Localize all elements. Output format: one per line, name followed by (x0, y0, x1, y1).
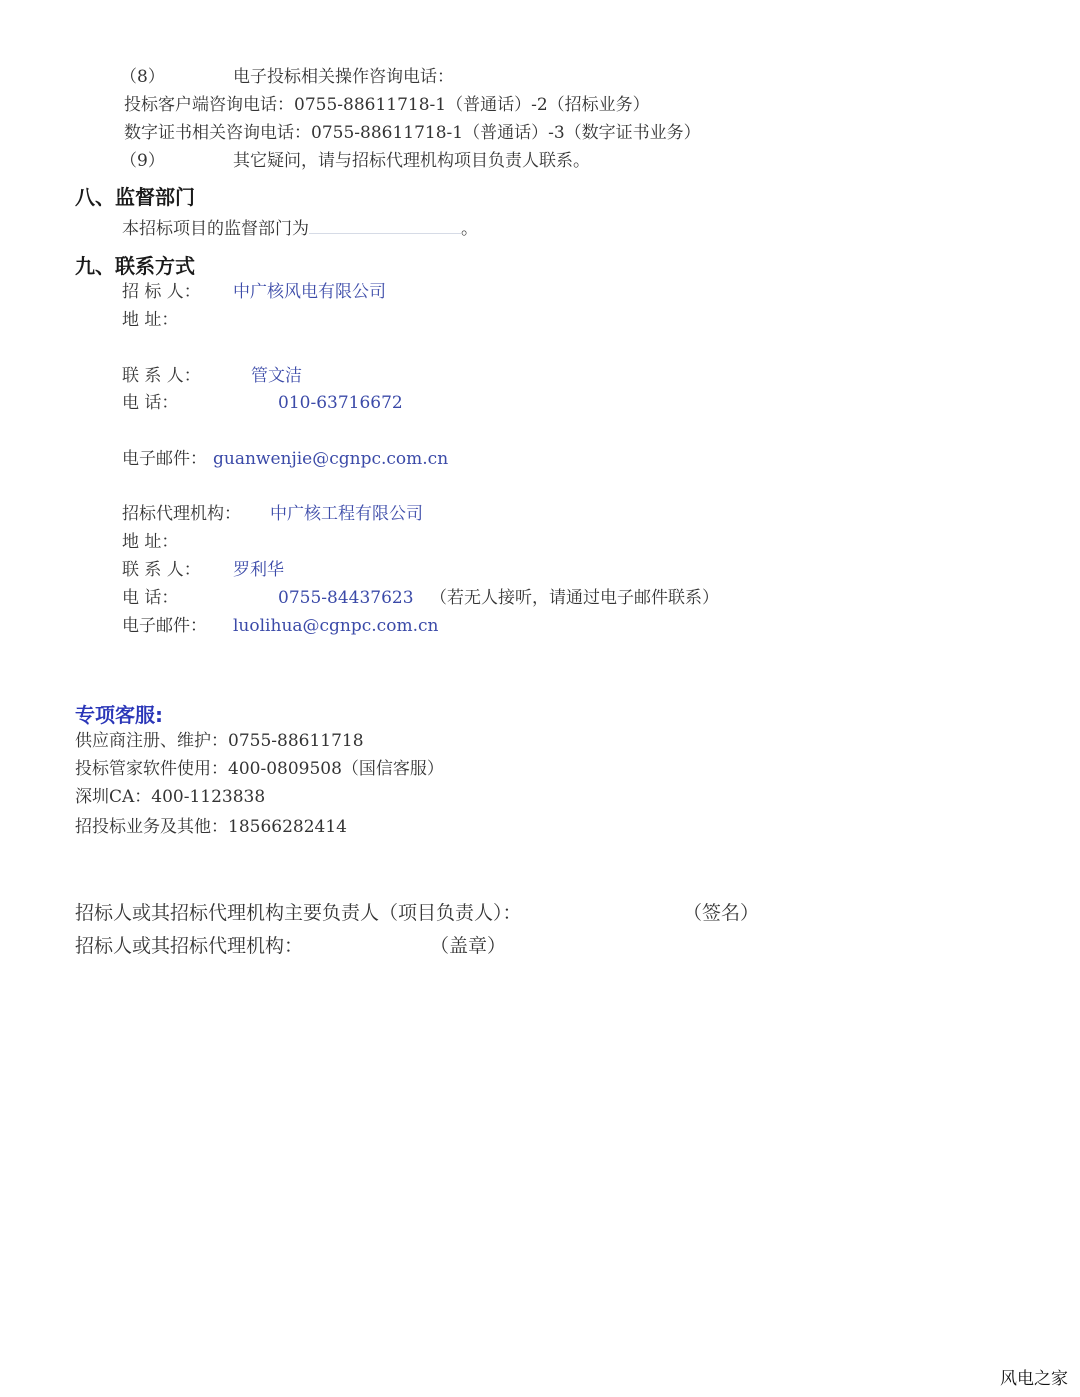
supervision-text: 本招标项目的监督部门为 (122, 219, 309, 239)
tenderer-contact-value: 管文洁 (251, 366, 302, 386)
item-9-text: 其它疑问，请与招标代理机构项目负责人联系。 (233, 151, 590, 171)
tenderer-contact-label: 联 系 人： (122, 366, 201, 386)
supervision-end: 。 (461, 219, 478, 239)
tenderer-phone-label: 电 话： (122, 393, 179, 413)
client-support-phone-line: 投标客户端咨询电话：0755-88611718-1（普通话）-2（招标业务） (124, 95, 650, 115)
agency-label: 招标代理机构： (122, 504, 241, 524)
agency-contact-label: 联 系 人： (122, 560, 201, 580)
service-line-software: 投标管家软件使用：400-0809508（国信客服） (75, 759, 444, 779)
service-line-registration: 供应商注册、维护：0755-88611718 (75, 731, 364, 751)
tenderer-email-label: 电子邮件： (122, 449, 207, 469)
seal-line: 招标人或其招标代理机构： (75, 935, 304, 957)
section-8-heading: 八、监督部门 (75, 185, 195, 209)
watermark-text: 风电之家 (1000, 1369, 1068, 1389)
agency-phone-note: （若无人接听，请通过电子邮件联系） (430, 588, 719, 608)
item-9-number: （9） (120, 151, 165, 171)
signature-sign-mark: （签名） (683, 902, 760, 924)
agency-phone-label: 电 话： (122, 588, 179, 608)
tenderer-address-label: 地 址： (122, 310, 179, 330)
signature-line: 招标人或其招标代理机构主要负责人（项目负责人）： (75, 902, 522, 924)
tenderer-label: 招 标 人： (122, 282, 201, 302)
agency-email-label: 电子邮件： (122, 616, 207, 636)
agency-value: 中广核工程有限公司 (270, 504, 423, 524)
tenderer-email-value[interactable]: guanwenjie@cgnpc.com.cn (213, 449, 449, 469)
agency-email-value[interactable]: luolihua@cgnpc.com.cn (233, 616, 439, 636)
service-line-ca: 深圳CA：400-1123838 (75, 787, 266, 807)
agency-contact-value: 罗利华 (233, 560, 284, 580)
supervision-blank (309, 219, 461, 234)
seal-mark: （盖章） (430, 935, 507, 957)
item-8-number: （8） (120, 67, 165, 87)
agency-address-label: 地 址： (122, 532, 179, 552)
tenderer-phone-value: 010-63716672 (278, 393, 403, 413)
service-line-other: 招投标业务及其他：18566282414 (75, 817, 347, 837)
item-8-text: 电子投标相关操作咨询电话： (233, 67, 454, 87)
supervision-line (122, 218, 478, 240)
tenderer-value: 中广核风电有限公司 (233, 282, 386, 302)
agency-phone-value: 0755-84437623 (278, 588, 414, 608)
section-9-heading: 九、联系方式 (75, 254, 195, 278)
certificate-support-phone-line: 数字证书相关咨询电话：0755-88611718-1（普通话）-3（数字证书业务） (124, 123, 701, 143)
service-heading: 专项客服: (75, 703, 163, 727)
